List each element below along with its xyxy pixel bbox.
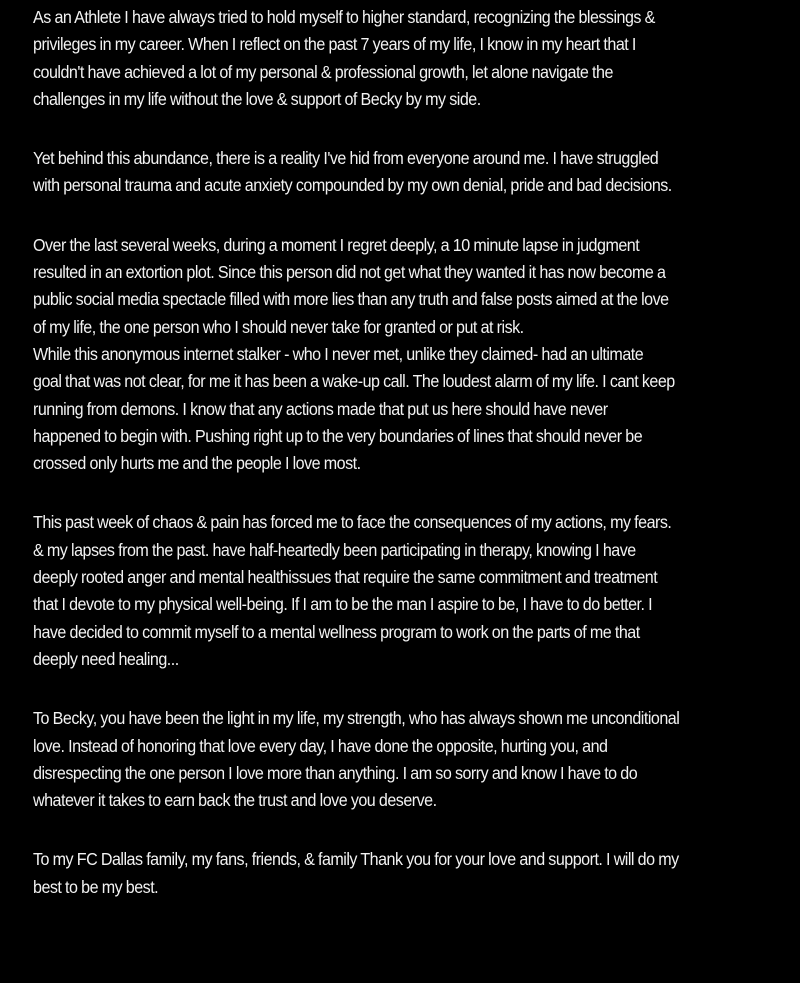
statement-text (33, 0, 745, 901)
paragraph-extortion (33, 232, 745, 341)
text-line: This past week of chaos & pain has forced me to face the consequences of my actions, my fears. (33, 512, 672, 533)
paragraph-therapy (33, 509, 745, 673)
paragraph-wake-up-call (33, 341, 745, 477)
text-line: As an Athlete I have always tried to hold myself to higher standard, recognizing the blessings & (33, 7, 655, 27)
text-line: challenges in my life without the love & support of Becky by my side. (33, 88, 481, 109)
text-line: resulted in an extortion plot. Since this person did not get what they wanted it has now become a (33, 262, 666, 283)
paragraph-athlete-standard (33, 4, 745, 113)
text-line: Yet behind this abundance, there is a reality I've hid from everyone around me. I have struggled (33, 148, 659, 169)
text-line: whatever it takes to earn back the trust and love you deserve. (33, 790, 437, 811)
text-line: goal that was not clear, for me it has been a wake-up call. The loudest alarm of my life. I cant keep (33, 371, 675, 392)
text-line: deeply rooted anger and mental healthissues that require the same commitment and treatment (33, 567, 658, 588)
text-line: that I devote to my physical well-being. If I am to be the man I aspire to be, I have to do better. I (33, 594, 653, 615)
text-line: To Becky, you have been the light in my life, my strength, who has always shown me unconditional (33, 708, 680, 729)
paragraph-fc-dallas (33, 846, 745, 901)
text-line: crossed only hurts me and the people I love most. (33, 453, 361, 474)
text-line: privileges in my career. When I reflect on the past 7 years of my life, I know in my heart that I (33, 34, 636, 55)
text-line: of my life, the one person who I should never take for granted or put at risk. (33, 316, 524, 337)
text-line: disrespecting the one person I love more than anything. I am so sorry and know I have to do (33, 762, 638, 783)
paragraph-hidden-reality (33, 145, 745, 200)
text-line: While this anonymous internet stalker - who I never met, unlike they claimed- had an ultimate (33, 343, 644, 364)
text-line: public social media spectacle filled with more lies than any truth and false posts aimed at the love (33, 289, 669, 310)
text-line: have decided to commit myself to a mental wellness program to work on the parts of me that (33, 621, 640, 642)
text-line: couldn't have achieved a lot of my personal & professional growth, let alone navigate the (33, 61, 613, 82)
text-line: love. Instead of honoring that love every day, I have done the opposite, hurting you, and (33, 735, 608, 756)
text-line: with personal trauma and acute anxiety compounded by my own denial, pride and bad decisions. (33, 175, 672, 196)
text-line: To my FC Dallas family, my fans, friends, & family Thank you for your love and support. I will do my (33, 849, 679, 870)
text-line: happened to begin with. Pushing right up to the very boundaries of lines that should never be (33, 425, 643, 446)
text-line: running from demons. I know that any actions made that put us here should have never (33, 398, 608, 419)
text-line: & my lapses from the past. have half-heartedly been participating in therapy, knowing I have (33, 539, 636, 560)
text-line: Over the last several weeks, during a moment I regret deeply, a 10 minute lapse in judgment (33, 234, 640, 255)
text-line: best to be my best. (33, 876, 159, 897)
text-line: deeply need healing... (33, 648, 179, 669)
paragraph-to-becky (33, 705, 745, 814)
